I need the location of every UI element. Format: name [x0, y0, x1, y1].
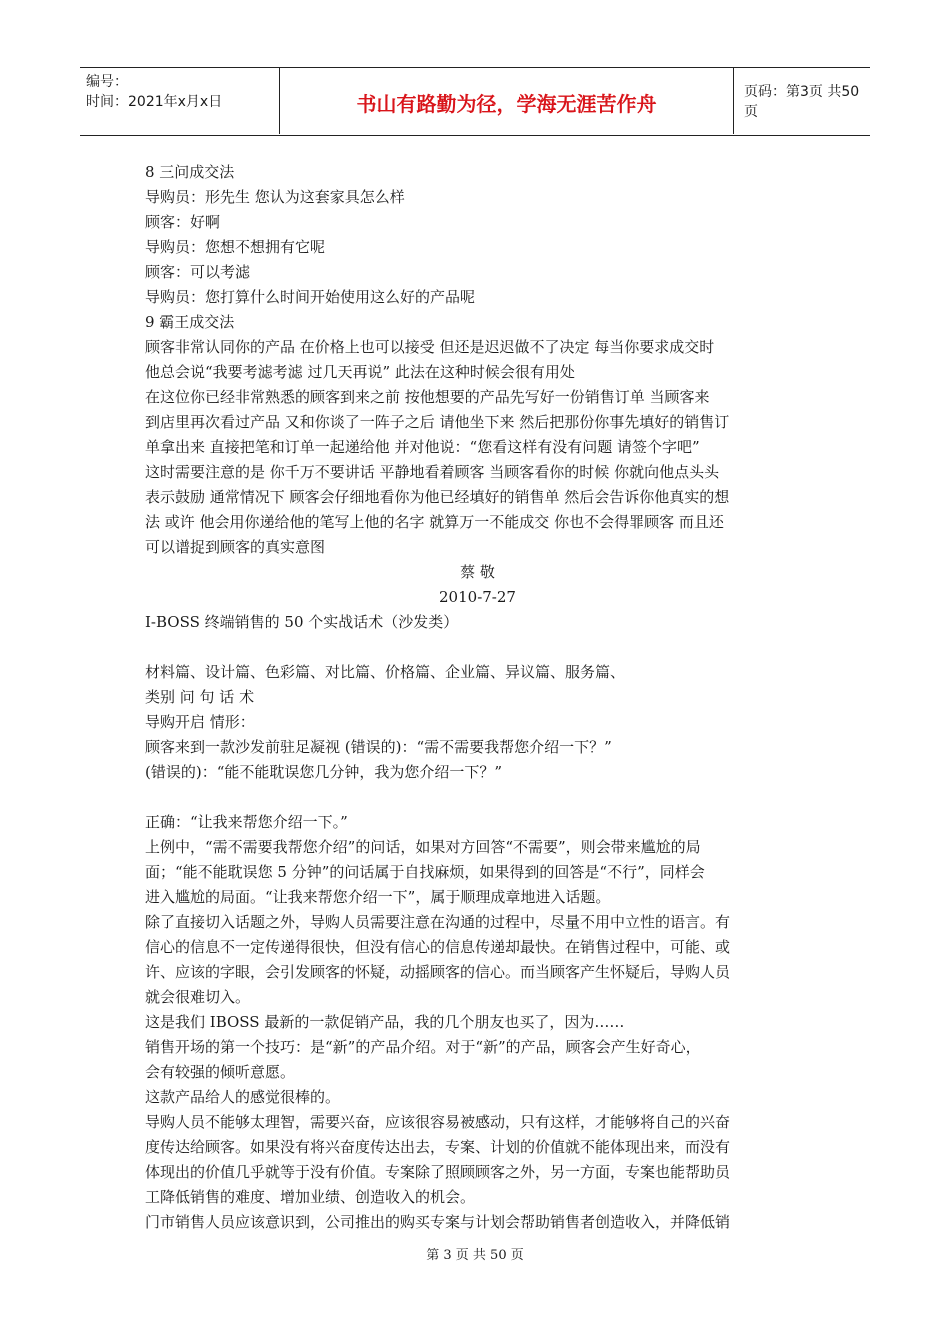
text-line: 导购开启 情形： [145, 713, 255, 731]
text-line: 导购人员不能够太理智，需要兴奋，应该很容易被感动，只有这样，才能够将自己的兴奋 [145, 1113, 731, 1131]
text-line: 这是我们 IBOSS 最新的一款促销产品，我的几个朋友也买了，因为…… [145, 1013, 625, 1031]
text-line: 导购员：您想不想拥有它呢 [145, 238, 326, 256]
text-line: 这时需要注意的是 你千万不要讲话 平静地看着顾客 当顾客看你的时候 你就向他点头头 [145, 463, 720, 481]
text-line: 单拿出来 直接把笔和订单一起递给他 并对他说：“您看这样有没有问题 请签个字吧” [145, 438, 700, 456]
text-line: 材料篇、设计篇、色彩篇、对比篇、价格篇、企业篇、异议篇、服务篇、 [145, 663, 626, 681]
document-date-label: 时间：2021年x月x日 [86, 94, 223, 110]
blank-line [145, 785, 810, 810]
text-line: 可以谱捉到顾客的真实意图 [145, 538, 326, 556]
text-line: 8 三问成交法 [145, 163, 235, 181]
text-line: (错误的)：“能不能耽误您几分钟，我为您介绍一下？” [145, 763, 503, 781]
text-line: 到店里再次看过产品 又和你谈了一阵子之后 请他坐下来 然后把那份你事先填好的销售订 [145, 413, 730, 431]
text-line: 工降低销售的难度、增加业绩、创造收入的机会。 [145, 1188, 476, 1206]
text-line: 信心的信息不一定传递得很快，但没有信心的信息传递却最快。在销售过程中，可能、或 [145, 938, 731, 956]
text-line: 会有较强的倾听意愿。 [145, 1063, 296, 1081]
text-line: 顾客非常认同你的产品 在价格上也可以接受 但还是迟迟做不了决定 每当你要求成交时 [145, 338, 715, 356]
page-footer: 第 3 页 共 50 页 [426, 1248, 524, 1263]
text-line: 体现出的价值几乎就等于没有价值。专案除了照顾顾客之外，另一方面，专案也能帮助员 [145, 1163, 731, 1181]
blank-line [145, 635, 810, 660]
text-line: 顾客：好啊 [145, 213, 221, 231]
text-line: 法 或许 他会用你递给他的笔写上他的名字 就算万一不能成交 你也不会得罪顾客 而且还 [145, 513, 724, 531]
text-line: 许、应该的字眼，会引发顾客的怀疑，动摇顾客的信心。而当顾客产生怀疑后，导购人员 [145, 963, 731, 981]
text-line: 销售开场的第一个技巧：是“新”的产品介绍。对于“新”的产品，顾客会产生好奇心， [145, 1038, 701, 1056]
text-line: 上例中，“需不需要我帮您介绍”的问话，如果对方回答“不需要”，则会带来尴尬的局 [145, 838, 701, 856]
signature-name: 蔡 敬 [460, 563, 495, 581]
text-line: 9 霸王成交法 [145, 313, 235, 331]
header-motto: 书山有路勤为径，学海无涯苦作舟 [280, 68, 734, 134]
text-line: 度传达给顾客。如果没有将兴奋度传达出去，专案、计划的价值就不能体现出来，而没有 [145, 1138, 731, 1156]
text-line: 这款产品给人的感觉很棒的。 [145, 1088, 341, 1106]
document-body [145, 160, 810, 1235]
section-title: I-BOSS 终端销售的 50 个实战话术（沙发类） [145, 613, 459, 631]
document-number-label: 编号： [86, 74, 128, 90]
text-line: 导购员：您打算什么时间开始使用这么好的产品呢 [145, 288, 476, 306]
text-line: 正确：“让我来帮您介绍一下。” [145, 813, 348, 831]
text-line: 就会很难切入。 [145, 988, 251, 1006]
text-line: 他总会说“我要考滤考滤 过几天再说” 此法在这种时候会很有用处 [145, 363, 575, 381]
text-line: 在这位你已经非常熟悉的顾客到来之前 按他想要的产品先写好一份销售订单 当顾客来 [145, 388, 710, 406]
header-page-info: 页码：第3页 共50页 [744, 84, 860, 120]
text-line: 导购员：形先生 您认为这套家具怎么样 [145, 188, 405, 206]
text-line: 门市销售人员应该意识到，公司推出的购买专案与计划会帮助销售者创造收入，并降低销 [145, 1213, 731, 1231]
text-line: 面；“能不能耽误您 5 分钟”的问话属于自找麻烦，如果得到的回答是“不行”，同样会 [145, 863, 705, 881]
text-line: 顾客来到一款沙发前驻足凝视 (错误的)：“需不需要我帮您介绍一下？” [145, 738, 612, 756]
text-line: 类别 问 句 话 术 [145, 688, 255, 706]
signature-date: 2010-7-27 [439, 588, 516, 606]
text-line: 除了直接切入话题之外，导购人员需要注意在沟通的过程中，尽量不用中立性的语言。有 [145, 913, 731, 931]
text-line: 顾客：可以考滤 [145, 263, 251, 281]
page-header [80, 67, 870, 136]
header-meta [80, 68, 280, 134]
text-line: 进入尴尬的局面。“让我来帮您介绍一下”，属于顺理成章地进入话题。 [145, 888, 611, 906]
text-line: 表示鼓励 通常情况下 顾客会仔细地看你为他已经填好的销售单 然后会告诉你他真实的想 [145, 488, 730, 506]
